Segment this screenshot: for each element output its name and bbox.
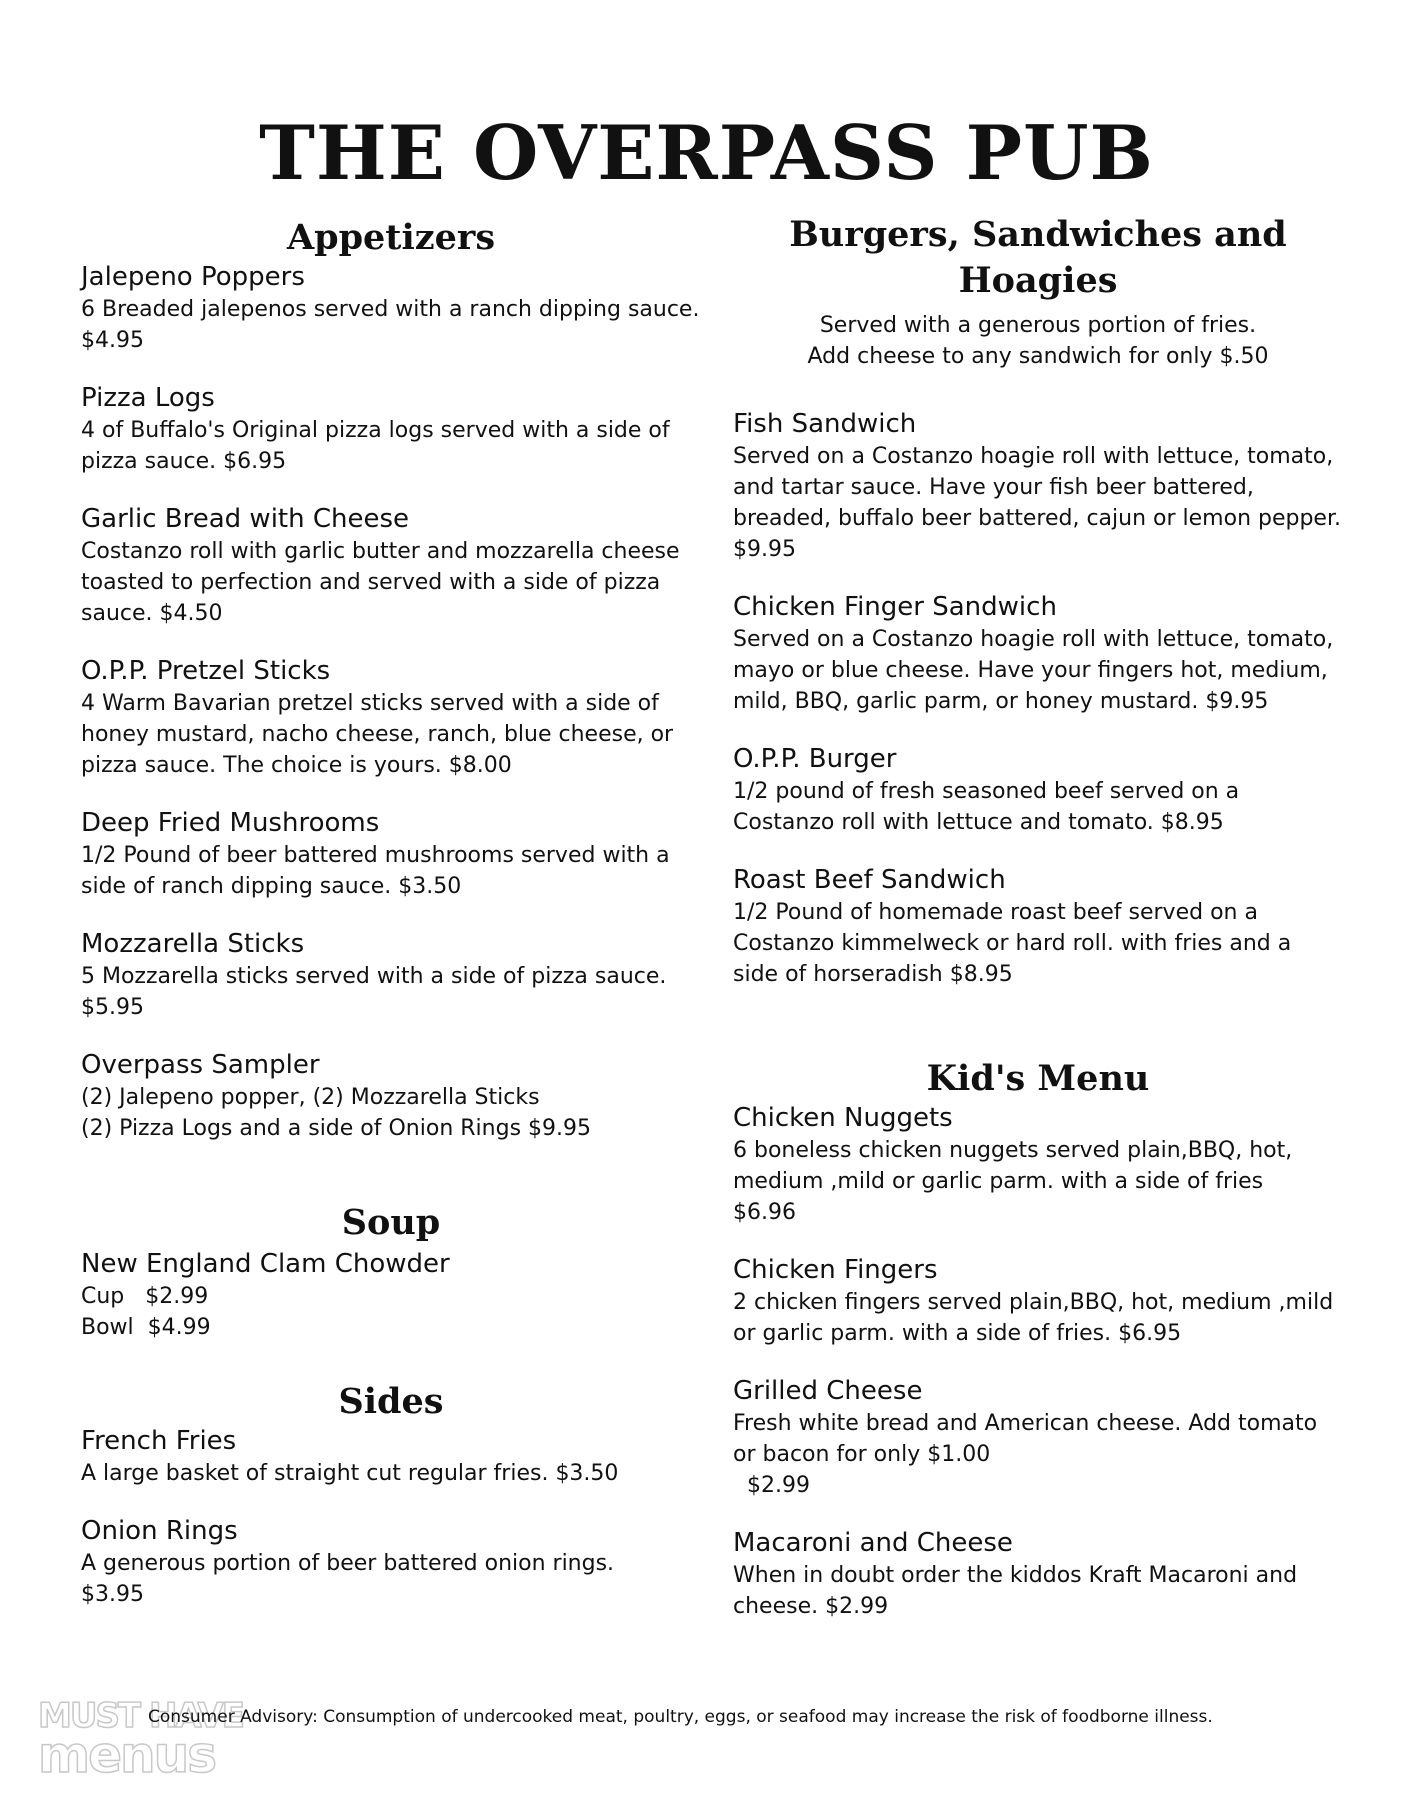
item-price: Bowl $4.99: [81, 1315, 211, 1340]
menu-title: THE OVERPASS PUB: [259, 109, 1154, 197]
item-description: 4 of Buffalo's Original pizza logs served with a side of pizza sauce. $6.95: [81, 418, 670, 474]
consumer-advisory: Consumer Advisory: Consumption of undercooked meat, poultry, eggs, or seafood may increase the risk of foodborne illness.: [148, 1707, 1213, 1727]
menu-item: [81, 807, 701, 902]
item-description: 1/2 pound of fresh seasoned beef served on a Costanzo roll with lettuce and tomato. $8.95: [733, 779, 1240, 835]
item-name: O.P.P. Burger: [733, 744, 897, 774]
soup-heading: Soup: [341, 1202, 441, 1243]
watermark-line2: menus: [38, 1726, 215, 1784]
burgers-heading-line2: Hoagies: [958, 260, 1118, 301]
menu-item: [81, 1049, 701, 1144]
item-price: $6.96: [733, 1200, 796, 1225]
item-name: Chicken Nuggets: [733, 1103, 953, 1133]
item-name: Mozzarella Sticks: [81, 929, 305, 959]
item-name: Onion Rings: [81, 1516, 238, 1546]
menu-item: [81, 1248, 701, 1343]
item-description: 6 boneless chicken nuggets served plain,BBQ, hot, medium ,mild or garlic parm. with a side of fries: [733, 1138, 1293, 1194]
menu-item: [733, 591, 1343, 717]
menu-item: [81, 655, 701, 781]
item-name: Deep Fried Mushrooms: [81, 808, 380, 838]
item-price: $3.95: [81, 1582, 144, 1607]
menu-item: [81, 503, 701, 629]
menu-item: [733, 1527, 1343, 1622]
item-description: Served on a Costanzo hoagie roll with lettuce, tomato, and tartar sauce. Have your fish beer battered, breaded, buffalo beer battered, cajun or lemon pepper. $9.95: [733, 444, 1341, 562]
burgers-note-line2: Add cheese to any sandwich for only $.50: [807, 344, 1269, 369]
item-description: 5 Mozzarella sticks served with a side of pizza sauce. $5.95: [81, 964, 667, 1020]
item-name: Fish Sandwich: [733, 409, 917, 439]
sides-heading: Sides: [338, 1381, 444, 1422]
left-column: [81, 215, 701, 1610]
item-description: A large basket of straight cut regular fries. $3.50: [81, 1461, 619, 1486]
item-name: Roast Beef Sandwich: [733, 865, 1006, 895]
item-name: Chicken Finger Sandwich: [733, 592, 1057, 622]
item-name: Pizza Logs: [81, 383, 215, 413]
burgers-heading: [733, 212, 1343, 304]
item-description: Served on a Costanzo hoagie roll with lettuce, tomato, mayo or blue cheese. Have your fingers hot, medium, mild, BBQ, garlic parm, or honey mustard. $9.95: [733, 627, 1334, 714]
item-description: (2) Jalepeno popper, (2) Mozzarella Sticks: [81, 1085, 540, 1110]
item-description: 4 Warm Bavarian pretzel sticks served with a side of honey mustard, nacho cheese, ranch, blue cheese, or pizza sauce. The choice is yours. $8.00: [81, 691, 674, 778]
item-description: (2) Pizza Logs and a side of Onion Rings $9.95: [81, 1116, 592, 1141]
menu-item: [81, 1425, 701, 1489]
item-name: O.P.P. Pretzel Sticks: [81, 656, 331, 686]
item-price: Cup $2.99: [81, 1284, 209, 1309]
item-description: 1/2 Pound of beer battered mushrooms served with a side of ranch dipping sauce. $3.50: [81, 843, 670, 899]
item-name: Macaroni and Cheese: [733, 1528, 1013, 1558]
item-name: Jalepeno Poppers: [81, 262, 305, 292]
item-price: $2.99: [733, 1473, 810, 1498]
menu-item: [733, 743, 1343, 838]
right-column: [733, 212, 1343, 1622]
item-description: 6 Breaded jalepenos served with a ranch dipping sauce. $4.95: [81, 297, 700, 353]
burgers-heading-line1: Burgers, Sandwiches and: [789, 214, 1287, 255]
appetizers-heading: Appetizers: [286, 217, 496, 258]
watermark-line1: MUST HAVE: [38, 1696, 243, 1736]
item-name: Chicken Fingers: [733, 1255, 938, 1285]
item-name: New England Clam Chowder: [81, 1249, 450, 1279]
menu-item: [81, 1515, 701, 1610]
item-name: Garlic Bread with Cheese: [81, 504, 410, 534]
menu-item: [81, 261, 701, 356]
menu-item: [733, 1375, 1343, 1501]
menu-item: [733, 408, 1343, 565]
menu-item: [81, 928, 701, 1023]
menu-item: [81, 382, 701, 477]
menu-item: [733, 1102, 1343, 1228]
item-description: When in doubt order the kiddos Kraft Macaroni and cheese. $2.99: [733, 1563, 1298, 1619]
burgers-note: [733, 310, 1343, 372]
kids-menu-heading: Kid's Menu: [926, 1058, 1150, 1099]
menu-item: [733, 864, 1343, 990]
item-description: 2 chicken fingers served plain,BBQ, hot, medium ,mild or garlic parm. with a side of fries. $6.95: [733, 1290, 1334, 1346]
item-description: 1/2 Pound of homemade roast beef served on a Costanzo kimmelweck or hard roll. with fries and a side of horseradish $8.95: [733, 900, 1292, 987]
burgers-note-line1: Served with a generous portion of fries.: [819, 313, 1257, 338]
item-description: A generous portion of beer battered onion rings.: [81, 1551, 615, 1576]
item-description: Costanzo roll with garlic butter and mozzarella cheese toasted to perfection and served with a side of pizza sauce. $4.50: [81, 539, 680, 626]
item-name: Overpass Sampler: [81, 1050, 320, 1080]
item-description: Fresh white bread and American cheese. Add tomato or bacon for only $1.00: [733, 1411, 1318, 1467]
menu-item: [733, 1254, 1343, 1349]
item-name: Grilled Cheese: [733, 1376, 923, 1406]
item-name: French Fries: [81, 1426, 237, 1456]
